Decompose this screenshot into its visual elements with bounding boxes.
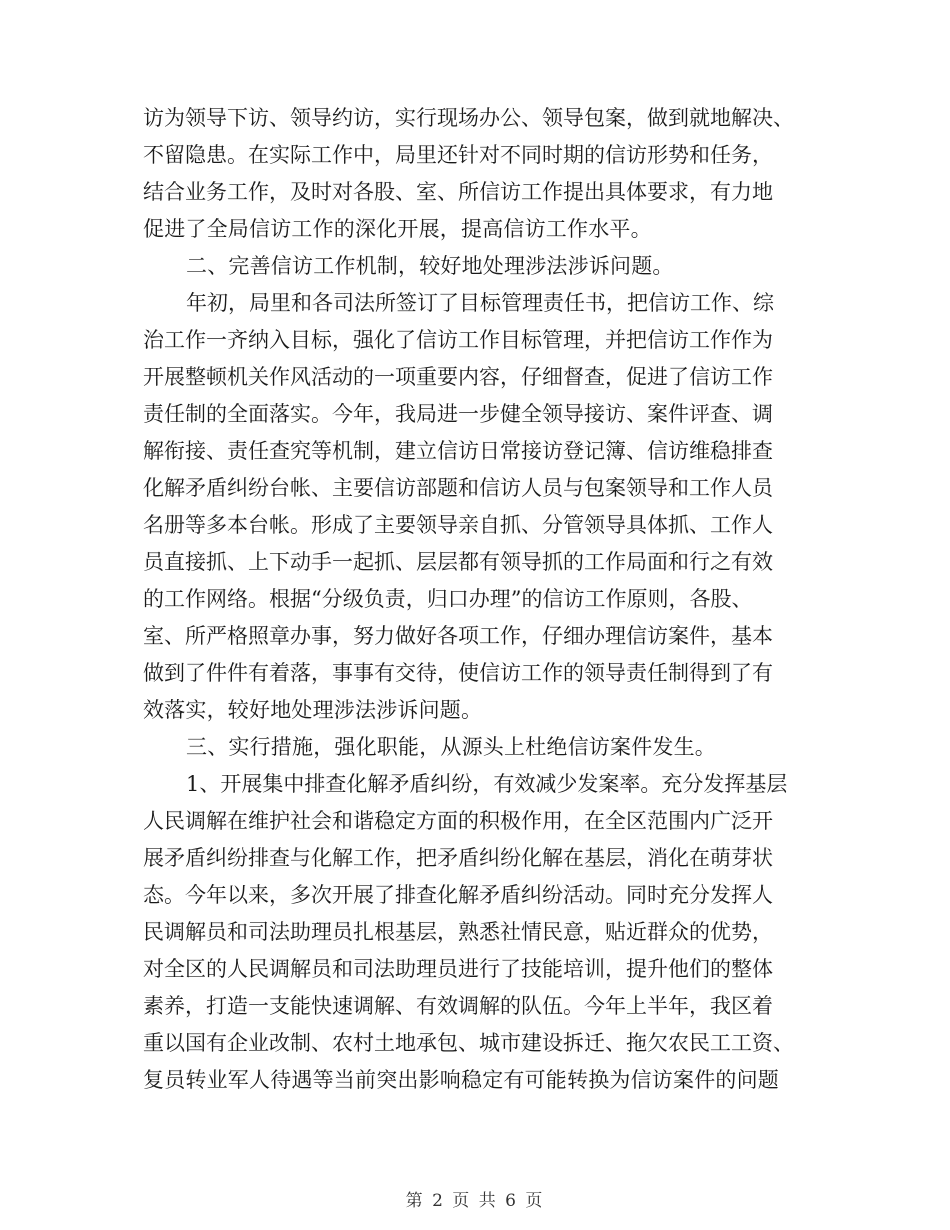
page-number-footer: 第 2 页 共 6 页 xyxy=(405,1191,545,1211)
text-line: 化解矛盾纠纷台帐、主要信访部题和信访人员与包案领导和工作人员 xyxy=(143,476,773,500)
text-line: 名册等多本台帐。形成了主要领导亲自抓、分管领导具体抓、工作人 xyxy=(143,513,773,537)
text-line: 解衔接、责任查究等机制，建立信访日常接访登记簿、信访维稳排查 xyxy=(143,439,773,463)
text-line: 复员转业军人待遇等当前突出影响稳定有可能转换为信访案件的问题 xyxy=(143,1068,779,1092)
text-line: 访为领导下访、领导约访，实行现场办公、领导包案，做到就地解决、 xyxy=(143,106,794,130)
text-line: 开展整顿机关作风活动的一项重要内容，仔细督查，促进了信访工作 xyxy=(143,365,773,389)
text-line: 民调解员和司法助理员扎根基层，熟悉社情民意，贴近群众的优势， xyxy=(143,920,773,944)
text-line: 结合业务工作，及时对各股、室、所信访工作提出具体要求，有力地 xyxy=(143,180,773,204)
document-body xyxy=(143,100,808,1099)
text-line: 三、实行措施，强化职能，从源头上杜绝信访案件发生。 xyxy=(186,735,716,759)
text-line: 促进了全局信访工作的深化开展，提高信访工作水平。 xyxy=(143,217,652,241)
text-line: 1、开展集中排查化解矛盾纠纷，有效减少发案率。充分发挥基层 xyxy=(186,772,788,796)
text-line: 人民调解在维护社会和谐稳定方面的积极作用，在全区范围内广泛开 xyxy=(143,809,773,833)
text-line: 对全区的人民调解员和司法助理员进行了技能培训，提升他们的整体 xyxy=(143,957,773,981)
text-line: 二、完善信访工作机制，较好地处理涉法涉诉问题。 xyxy=(186,254,674,278)
text-line: 室、所严格照章办事，努力做好各项工作，仔细办理信访案件，基本 xyxy=(143,624,773,648)
text-line: 员直接抓、上下动手一起抓、层层都有领导抓的工作局面和行之有效 xyxy=(143,550,773,574)
text-line: 不留隐患。在实际工作中，局里还针对不同时期的信访形势和任务， xyxy=(143,143,773,167)
text-line: 展矛盾纠纷排查与化解工作，把矛盾纠纷化解在基层，消化在萌芽状 xyxy=(143,846,773,870)
text-line: 效落实，较好地处理涉法涉诉问题。 xyxy=(143,698,483,722)
text-line: 治工作一齐纳入目标，强化了信访工作目标管理，并把信访工作作为 xyxy=(143,328,773,352)
text-line: 素养，打造一支能快速调解、有效调解的队伍。今年上半年，我区着 xyxy=(143,994,773,1018)
text-line: 做到了件件有着落，事事有交待，使信访工作的领导责任制得到了有 xyxy=(143,661,773,685)
text-line: 重以国有企业改制、农村土地承包、城市建设拆迁、拖欠农民工工资、 xyxy=(143,1031,794,1055)
text-line: 态。今年以来，多次开展了排查化解矛盾纠纷活动。同时充分发挥人 xyxy=(143,883,773,907)
text-line: 责任制的全面落实。今年，我局进一步健全领导接访、案件评查、调 xyxy=(143,402,773,426)
text-line: 的工作网络。根据“分级负责，归口办理”的信访工作原则，各股、 xyxy=(143,587,753,611)
text-line: 年初，局里和各司法所签订了目标管理责任书，把信访工作、综 xyxy=(186,291,774,315)
